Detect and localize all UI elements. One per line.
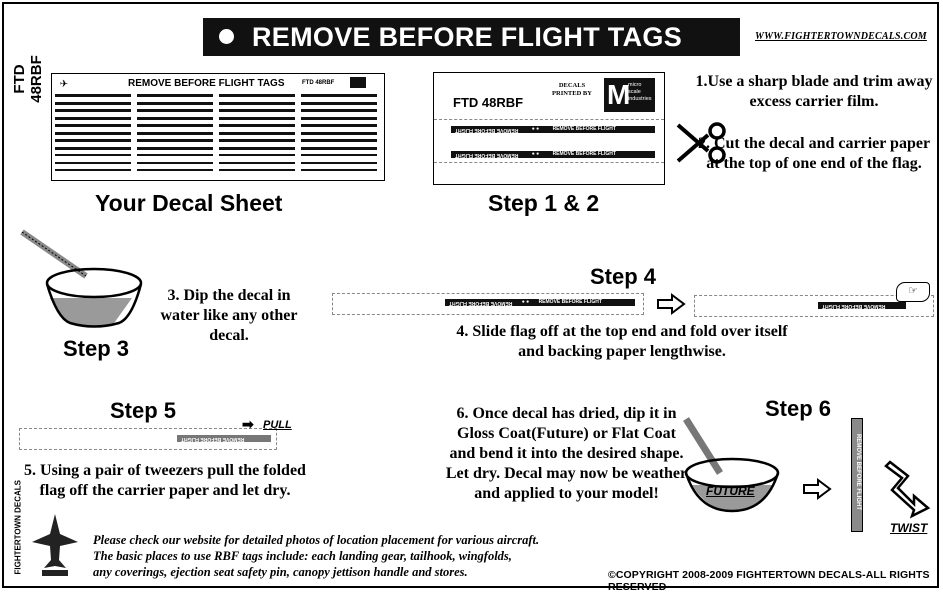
sheet-thumb-tag — [301, 102, 377, 105]
sheet-thumb-tag — [219, 147, 295, 150]
sheet-thumb-tag — [137, 94, 213, 97]
sheet-thumb-tag — [301, 124, 377, 127]
flag-dots: ● ● — [521, 299, 530, 305]
step4-pinch-hand-icon: ☞ — [896, 282, 930, 302]
twist-arrow-icon — [884, 458, 934, 520]
bent-flag — [851, 418, 863, 532]
step5-flag — [177, 435, 271, 442]
step12-caption: Step 1 & 2 — [488, 190, 600, 216]
sheet-logo-icon: ✈ — [59, 79, 69, 90]
footer-note-line-2: The basic places to use RBF tags include: each landing gear, tailhook, wingfolds, — [93, 549, 512, 563]
flag-dots: ● ● — [531, 151, 540, 157]
footer-note-line-1: Please check our website for detailed photos of location placement for various aircraft. — [93, 533, 540, 547]
decal-sheet-thumbnail — [51, 73, 385, 181]
sheet-thumb-tag — [55, 132, 131, 135]
sheet-thumb-tag — [137, 139, 213, 142]
twist-label: TWIST — [890, 521, 928, 535]
flag-dots: ● ● — [531, 126, 540, 132]
sheet-thumb-tag — [301, 154, 377, 156]
sheet-thumb-tag — [219, 154, 295, 156]
sheet-thumb-tag — [137, 147, 213, 150]
sheet-thumb-tag — [137, 132, 213, 135]
sheet-thumb-tag — [55, 109, 131, 112]
printer-logo-text: micro scale industries — [628, 82, 652, 102]
sheet-thumb-tag — [219, 117, 295, 120]
step2-text: 2. Cut the decal and carrier paper at the top of one end of the flag. — [697, 135, 931, 172]
sheet-thumb-tag — [301, 162, 377, 164]
sheet-thumb-tag — [219, 109, 295, 112]
sheet-thumb-tag — [301, 139, 377, 142]
sheet-thumb-tag — [301, 109, 377, 112]
copyright-notice: ©COPYRIGHT 2008-2009 FIGHTERTOWN DECALS-ALL RIGHTS RESERVED — [608, 569, 930, 592]
arrow-right-icon-2 — [802, 478, 832, 500]
sheet-thumb-tag — [55, 117, 131, 120]
bullet-icon — [219, 29, 234, 44]
future-label: FUTURE — [706, 484, 755, 498]
fightertown-logo — [8, 479, 82, 580]
sheet-thumb-tag — [137, 162, 213, 164]
title-banner — [203, 18, 740, 56]
sheet-thumb-tag — [137, 109, 213, 112]
step5-text: 5. Using a pair of tweezers pull the folded flag off the carrier paper and let dry. — [24, 462, 306, 499]
sheet-thumb-tag — [219, 169, 295, 171]
sheet-thumb-tag — [301, 169, 377, 171]
sheet-thumb-tag — [55, 154, 131, 156]
sheet-thumb-tag — [219, 139, 295, 142]
step12-flag-2-left: REMOVE BEFORE FLIGHT — [455, 152, 519, 158]
sheet-thumb-tag — [301, 117, 377, 120]
step4-flag-left-b: REMOVE BEFORE FLIGHT — [538, 299, 602, 305]
sheet-thumb-tag — [137, 154, 213, 156]
bent-flag-text: REMOVE BEFORE FLIGHT — [855, 433, 861, 510]
sheet-thumb-tag — [219, 162, 295, 164]
sheet-thumb-tag — [137, 102, 213, 105]
footer-note — [93, 532, 539, 580]
sheet-thumb-logo — [350, 77, 366, 88]
sheet-thumb-code: FTD 48RBF — [302, 80, 335, 86]
arrow-right-icon — [656, 293, 686, 315]
step4-text: 4. Slide flag off at the top end and fold over itself and backing paper lengthwise. — [456, 323, 788, 360]
sheet-thumb-tag — [219, 102, 295, 105]
step4-flag-left-a: REMOVE BEFORE FLIGHT — [449, 300, 513, 306]
logo-vertical-text: FIGHTERTOWN DECALS — [13, 479, 23, 575]
website-link[interactable]: WWW.FIGHTERTOWNDECALS.COM — [755, 31, 927, 42]
sheet-thumb-tag — [55, 102, 131, 105]
sheet-thumb-tag — [55, 147, 131, 150]
sheet-thumb-tag — [219, 132, 295, 135]
step12-flag-1-left: REMOVE BEFORE FLIGHT — [455, 127, 519, 133]
step6-label: Step 6 — [765, 396, 832, 421]
pull-arrow-icon: ➡ — [242, 416, 254, 432]
step12-flag-2-right: REMOVE BEFORE FLIGHT — [552, 151, 616, 157]
sheet-thumb-tag — [137, 124, 213, 127]
sheet-thumb-tag — [137, 169, 213, 171]
sheet-thumb-rows — [55, 94, 381, 176]
step3-label: Step 3 — [63, 336, 130, 361]
step1-text: 1.Use a sharp blade and trim away excess carrier film. — [695, 73, 933, 110]
printed-by-label: DECALS PRINTED BY — [552, 82, 592, 97]
step6-text: 6. Once decal has dried, dip it in Gloss Coat(Future) or Flat Coat and bend it into the desired shape. Let dry. Decal may now be weather and applied to your model! — [445, 405, 688, 502]
sheet-thumb-tag — [219, 124, 295, 127]
logo-jet-icon — [30, 512, 80, 578]
step12-flag-2 — [451, 151, 655, 158]
step12-flag-1-right: REMOVE BEFORE FLIGHT — [552, 126, 616, 132]
page-title: REMOVE BEFORE FLIGHT TAGS — [252, 22, 683, 52]
step3-text: 3. Dip the decal in water like any other decal. — [160, 287, 298, 344]
pull-label: PULL — [263, 419, 292, 431]
printer-logo-m-icon: M — [607, 79, 631, 110]
side-product-code: FTD 48RBF — [11, 55, 45, 103]
printer-logo — [604, 78, 655, 112]
sheet-thumb-tag — [55, 124, 131, 127]
step5-flag-text: REMOVE BEFORE FLIGHT — [181, 436, 245, 442]
sheet-thumb-tag — [219, 94, 295, 97]
step4-flag-left — [445, 299, 635, 306]
footer-note-line-3: any coverings, ejection seat safety pin, canopy jettison handle and stores. — [93, 565, 468, 579]
step12-sheet — [433, 72, 665, 185]
sheet-thumb-title: REMOVE BEFORE FLIGHT TAGS — [128, 78, 285, 89]
sheet-thumb-tag — [301, 132, 377, 135]
sheet-thumb-tag — [137, 117, 213, 120]
step12-code: FTD 48RBF — [453, 95, 524, 110]
sheet-thumb-tag — [55, 139, 131, 142]
step4-flag-right — [818, 302, 906, 309]
sheet-thumb-tag — [301, 94, 377, 97]
water-bowl-icon — [12, 228, 147, 338]
sheet-thumb-tag — [55, 162, 131, 164]
sheet-thumb-tag — [301, 147, 377, 150]
step4-flag-right-text: REMOVE BEFORE FLIGHT — [822, 303, 886, 309]
sheet-thumb-tag — [55, 169, 131, 171]
decal-sheet-caption: Your Decal Sheet — [95, 190, 283, 216]
sheet-thumb-tag — [55, 94, 131, 97]
gloss-bowl-icon — [680, 415, 784, 517]
step12-flag-1 — [451, 126, 655, 133]
step4-label: Step 4 — [590, 264, 657, 289]
step5-label: Step 5 — [110, 398, 177, 423]
